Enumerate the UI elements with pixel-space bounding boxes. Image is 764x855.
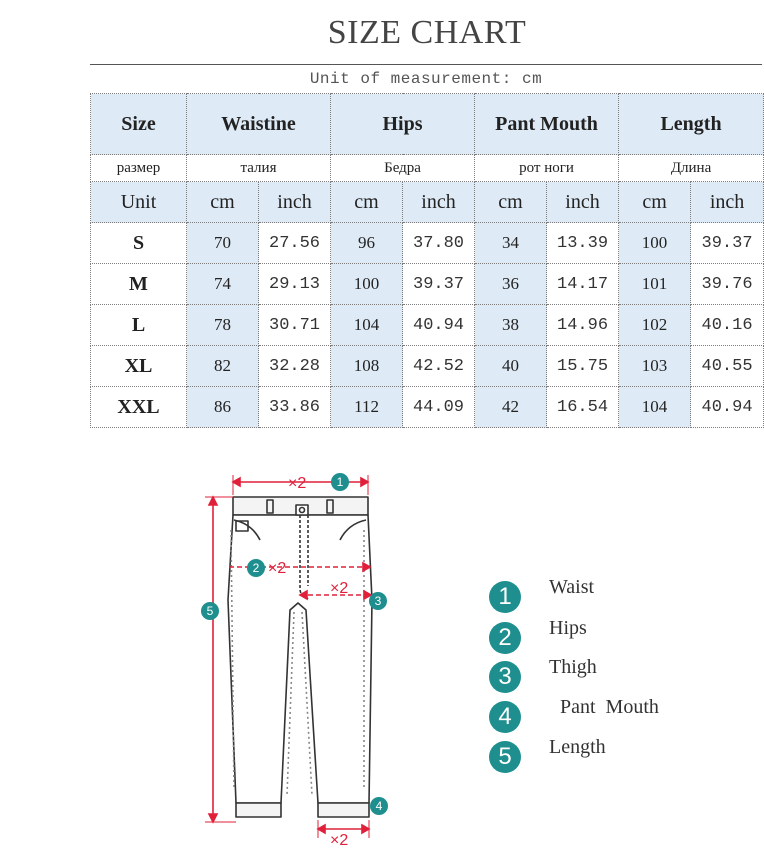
- unit-cm: cm: [619, 182, 691, 223]
- waist-inch-cell: 33.86: [259, 387, 331, 428]
- unit-cm: cm: [331, 182, 403, 223]
- unit-inch: inch: [259, 182, 331, 223]
- header-ru-mouth: рот ноги: [475, 155, 619, 182]
- hips-cm-cell: 104: [331, 305, 403, 346]
- length-inch-cell: 39.37: [691, 223, 764, 264]
- mouth-cm-cell: 40: [475, 346, 547, 387]
- waist-inch-cell: 32.28: [259, 346, 331, 387]
- legend-number-icon: 2: [489, 622, 521, 654]
- size-cell: XL: [91, 346, 187, 387]
- header-size: Size: [91, 94, 187, 155]
- hips-cm-cell: 96: [331, 223, 403, 264]
- header-ru-size: размер: [91, 155, 187, 182]
- mouth-inch-cell: 16.54: [547, 387, 619, 428]
- marker-5-icon: [201, 602, 219, 620]
- unit-label: Unit: [91, 182, 187, 223]
- waist-cm-cell: 82: [187, 346, 259, 387]
- marker-4-label: 4: [375, 799, 383, 813]
- waist-inch-cell: 27.56: [259, 223, 331, 264]
- header-length: Length: [619, 94, 764, 155]
- length-cm-cell: 102: [619, 305, 691, 346]
- legend-label: Hips: [549, 616, 587, 639]
- mouth-cm-cell: 34: [475, 223, 547, 264]
- unit-inch: inch: [547, 182, 619, 223]
- waist-inch-cell: 30.71: [259, 305, 331, 346]
- legend-item-pant-mouth: [489, 695, 659, 733]
- legend-item-hips: [489, 616, 587, 654]
- header-ru-waist: талия: [187, 155, 331, 182]
- pants-outline-icon: [228, 497, 372, 817]
- size-cell: M: [91, 264, 187, 305]
- marker-3-icon: [369, 592, 387, 610]
- size-cell: S: [91, 223, 187, 264]
- legend-number-icon: 1: [489, 581, 521, 613]
- hips-inch-cell: 37.80: [403, 223, 475, 264]
- length-inch-cell: 40.55: [691, 346, 764, 387]
- marker-1-icon: [331, 473, 349, 491]
- header-pant-mouth: Pant Mouth: [475, 94, 619, 155]
- hips-inch-cell: 42.52: [403, 346, 475, 387]
- hips-inch-cell: 40.94: [403, 305, 475, 346]
- waist-cm-cell: 74: [187, 264, 259, 305]
- legend-number-icon: 4: [489, 701, 521, 733]
- length-cm-cell: 100: [619, 223, 691, 264]
- mouth-cm-cell: 38: [475, 305, 547, 346]
- mouth-inch-cell: 13.39: [547, 223, 619, 264]
- length-cm-cell: 101: [619, 264, 691, 305]
- unit-inch: inch: [403, 182, 475, 223]
- header-waistine: Waistine: [187, 94, 331, 155]
- marker-1-label: 1: [336, 475, 344, 489]
- size-cell: XXL: [91, 387, 187, 428]
- marker-2-icon: [247, 559, 265, 577]
- legend-label: Pant Mouth: [560, 695, 659, 718]
- unit-note: Unit of measurement: cm: [309, 70, 543, 88]
- waist-cm-cell: 70: [187, 223, 259, 264]
- mouth-inch-cell: 14.17: [547, 264, 619, 305]
- unit-cm: cm: [475, 182, 547, 223]
- mouth-inch-cell: 15.75: [547, 346, 619, 387]
- legend-item-thigh: [489, 655, 597, 693]
- legend-label: Length: [549, 735, 606, 758]
- hips-cm-cell: 112: [331, 387, 403, 428]
- hips-inch-cell: 39.37: [403, 264, 475, 305]
- thigh-multiplier: ×2: [330, 580, 349, 597]
- waist-inch-cell: 29.13: [259, 264, 331, 305]
- marker-3-label: 3: [374, 594, 382, 608]
- mouth-multiplier: ×2: [330, 832, 349, 849]
- length-cm-cell: 103: [619, 346, 691, 387]
- legend-number-icon: 5: [489, 741, 521, 773]
- waist-multiplier: ×2: [288, 475, 307, 492]
- header-ru-length: Длина: [619, 155, 764, 182]
- hips-cm-cell: 100: [331, 264, 403, 305]
- hips-multiplier: ×2: [268, 560, 287, 577]
- length-inch-cell: 39.76: [691, 264, 764, 305]
- header-hips: Hips: [331, 94, 475, 155]
- legend-item-waist: [489, 575, 595, 613]
- marker-4-icon: [370, 797, 388, 815]
- mouth-cm-cell: 42: [475, 387, 547, 428]
- length-cm-cell: 104: [619, 387, 691, 428]
- hips-inch-cell: 44.09: [403, 387, 475, 428]
- length-inch-cell: 40.94: [691, 387, 764, 428]
- waist-cm-cell: 86: [187, 387, 259, 428]
- mouth-inch-cell: 14.96: [547, 305, 619, 346]
- page-title: SIZE CHART: [327, 14, 527, 51]
- marker-5-label: 5: [206, 604, 214, 618]
- hips-cm-cell: 108: [331, 346, 403, 387]
- waist-cm-cell: 78: [187, 305, 259, 346]
- legend-number-icon: 3: [489, 661, 521, 693]
- size-cell: L: [91, 305, 187, 346]
- unit-cm: cm: [187, 182, 259, 223]
- legend-label: Waist: [549, 575, 595, 598]
- legend-label: Thigh: [549, 655, 597, 678]
- unit-inch: inch: [691, 182, 764, 223]
- marker-2-label: 2: [252, 561, 260, 575]
- length-inch-cell: 40.16: [691, 305, 764, 346]
- mouth-cm-cell: 36: [475, 264, 547, 305]
- header-ru-hips: Бедра: [331, 155, 475, 182]
- legend-item-length: [489, 735, 606, 773]
